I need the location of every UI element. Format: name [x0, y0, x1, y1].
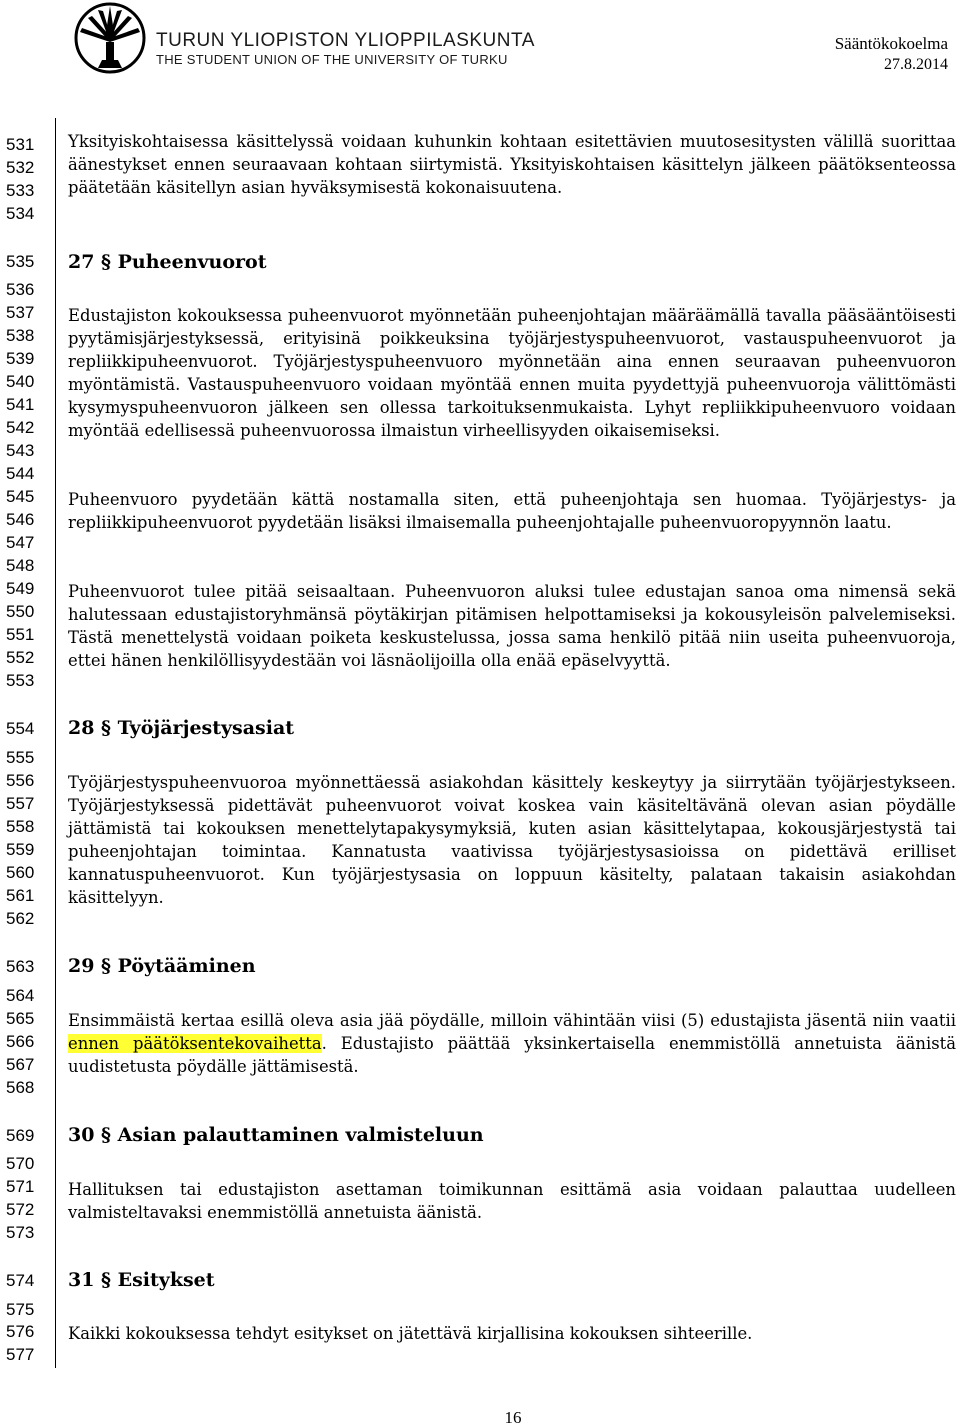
line-number: 534	[6, 204, 35, 223]
line-number: 561	[6, 886, 35, 905]
organization-name: TURUN YLIOPISTON YLIOPPILASKUNTA	[156, 30, 535, 51]
line-number: 570	[6, 1154, 35, 1173]
section-29-heading: 29 § Pöytääminen	[68, 955, 256, 977]
line-number: 544	[6, 464, 35, 483]
section-30-heading: 30 § Asian palauttaminen valmisteluun	[68, 1124, 484, 1146]
section-27-heading: 27 § Puheenvuorot	[68, 251, 267, 273]
line-number: 553	[6, 671, 35, 690]
line-number: 575	[6, 1300, 35, 1319]
section-27-paragraph-1: Edustajiston kokouksessa puheenvuorot myönnetään puheenjohtajan määräämällä tavalla pääsääntöisesti pyytämisjärjestyksessä, erityisinä poikkeuksina työjärjestyspuheenvuorot, vastauspuheenvuorot ja repliikkipuheenvuorot. Työjärjestyspuheenvuoro myönnetään aina ennen seuraavan puheenvuoron myöntämistä. Vastauspuheenvuoro voidaan myöntää ennen muita pyydettyjä puheenvuoroja välittömästi kysymyspuheenvuoron jälkeen sen ollessa tarkoituksenmukaista. Lyhyt repliikkipuheenvuoro voidaan myöntää edellisessä puheenvuorossa ilmaistun virheellisyyden oikaisemiseksi.	[68, 306, 956, 440]
line-number: 550	[6, 602, 35, 621]
line-number: 547	[6, 533, 35, 552]
document-date: 27.8.2014	[884, 56, 948, 73]
line-number: 531	[6, 135, 35, 154]
line-number: 574	[6, 1271, 35, 1290]
line-number: 551	[6, 625, 35, 644]
line-number: 543	[6, 441, 35, 460]
line-number: 567	[6, 1055, 35, 1074]
line-number: 532	[6, 158, 35, 177]
line-number: 542	[6, 418, 35, 437]
section-27-paragraph-2: Puheenvuoro pyydetään kättä nostamalla siten, että puheenjohtaja sen huomaa. Työjärjestys- ja repliikkipuheenvuorot pyydetään lisäksi ilmaisemalla puheenjohtajalle puheenvuoropyynnön laatu.	[68, 490, 956, 532]
line-number: 572	[6, 1200, 35, 1219]
line-number: 558	[6, 817, 35, 836]
highlighted-text: ennen päätöksentekovaihetta	[68, 1034, 322, 1053]
line-number: 573	[6, 1223, 35, 1242]
line-number: 536	[6, 280, 35, 299]
line-number: 541	[6, 395, 35, 414]
line-number: 555	[6, 748, 35, 767]
line-number: 564	[6, 986, 35, 1005]
section-29-paragraph-1	[68, 1009, 956, 1078]
line-number: 540	[6, 372, 35, 391]
section-27-paragraph-3: Puheenvuorot tulee pitää seisaaltaan. Puheenvuoron aluksi tulee edustajan sanoa oma nimensä sekä halutessaan edustajistoryhmänsä pöytäkirjan pitämisen helpottamiseksi ja kokousyleisön palvelemiseksi. Tästä menettelystä voidaan poiketa keskustelussa, jossa sama henkilö pitää niin useita puheenvuoroja, ettei hänen henkilöllisyydestään voi läsnäolijoilla olla enää epäselvyyttä.	[68, 582, 956, 670]
line-number: 548	[6, 556, 35, 575]
line-number: 535	[6, 252, 35, 271]
line-number: 545	[6, 487, 35, 506]
line-number: 562	[6, 909, 35, 928]
line-number: 577	[6, 1345, 35, 1364]
document-title: Sääntökokoelma	[834, 34, 948, 53]
line-number: 560	[6, 863, 35, 882]
line-number: 554	[6, 719, 35, 738]
line-number: 537	[6, 303, 35, 322]
section-31-paragraph-1: Kaikki kokouksessa tehdyt esitykset on jätettävä kirjallisina kokouksen sihteerille.	[68, 1324, 753, 1343]
line-number: 566	[6, 1032, 35, 1051]
line-number: 556	[6, 771, 35, 790]
line-number: 533	[6, 181, 35, 200]
gutter-divider	[55, 118, 56, 1368]
section-28-heading: 28 § Työjärjestysasiat	[68, 717, 295, 739]
line-number: 549	[6, 579, 35, 598]
line-number: 568	[6, 1078, 35, 1097]
line-number: 569	[6, 1126, 35, 1145]
line-number: 546	[6, 510, 35, 529]
section-29-text-start: Ensimmäistä kertaa esillä oleva asia jää pöydälle, milloin vähintään viisi (5) edustajista jäsentä niin vaatii	[68, 1011, 956, 1030]
section-30-paragraph-1: Hallituksen tai edustajiston asettaman toimikunnan esittämä asia voidaan palauttaa uudelleen valmisteltavaksi enemmistöllä annetuista äänistä.	[68, 1180, 956, 1222]
line-number: 563	[6, 957, 35, 976]
line-number: 538	[6, 326, 35, 345]
organization-subtitle: THE STUDENT UNION OF THE UNIVERSITY OF TURKU	[156, 52, 508, 67]
line-number-gutter	[0, 0, 52, 1428]
intro-paragraph: Yksityiskohtaisessa käsittelyssä voidaan kuhunkin kohtaan esitettävien muutosesitysten välillä suorittaa äänestykset ennen seuraavaan kohtaan siirtymistä. Yksityiskohtaisen käsittelyn jälkeen päätöksenteossa päätetään käsitellyn asian hyväksymisestä kokonaisuutena.	[68, 132, 956, 197]
section-31-heading: 31 § Esitykset	[68, 1269, 215, 1291]
page-number: 16	[504, 1408, 522, 1427]
line-number: 539	[6, 349, 35, 368]
line-number: 571	[6, 1177, 35, 1196]
document-body	[68, 0, 958, 1428]
section-28-paragraph-1: Työjärjestyspuheenvuoroa myönnettäessä asiakohdan käsittely keskeytyy ja siirrytään työjärjestykseen. Työjärjestyksessä pidettävät puheenvuorot voivat koskea vain käsiteltävänä olevan asian pöydälle jättämistä tai kokouksen menettelytapakysymyksiä, kuten asian käsittelytapaa, kokousjärjestystä tai puheenjohtajan toimintaa. Kannatusta vaativissa työjärjestysasioissa on pidettävä erilliset kannatuspuheenvuorot. Kun työjärjestysasia on loppuun käsitelty, palataan takaisin asiakohdan käsittelyyn.	[68, 773, 956, 907]
section-29-text-end: . Edustajisto päättää yksinkertaisella enemmistöllä annetuista äänistä uudistetusta pöydälle jättämisestä.	[68, 1034, 957, 1076]
line-number: 559	[6, 840, 35, 859]
line-number: 565	[6, 1009, 35, 1028]
line-number: 552	[6, 648, 35, 667]
line-number: 557	[6, 794, 35, 813]
line-number: 576	[6, 1322, 35, 1341]
